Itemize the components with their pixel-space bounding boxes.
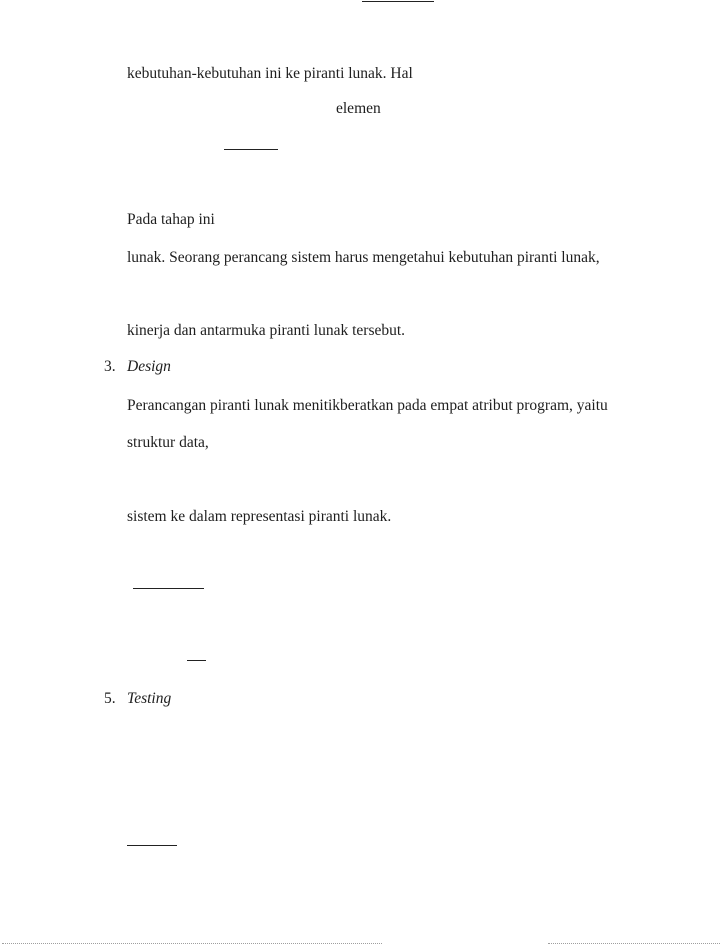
redaction-rule [224, 149, 278, 150]
list-item-number: 3. [104, 358, 116, 375]
paragraph-line: kebutuhan-kebutuhan ini ke piranti lunak. Hal [127, 65, 413, 82]
paragraph-line: struktur data, [127, 434, 209, 451]
redaction-rule [187, 660, 206, 661]
paragraph-line: Perancangan piranti lunak menitikberatkan pada empat atribut program, yaitu [127, 397, 608, 414]
paragraph-line: Pada tahap ini [127, 211, 215, 228]
scan-artifact-line [2, 943, 382, 945]
redaction-rule [127, 845, 177, 846]
paragraph-line: kinerja dan antarmuka piranti lunak tersebut. [127, 322, 406, 339]
list-item-title: Testing [127, 690, 172, 707]
list-item-title: Design [127, 358, 171, 375]
redaction-rule [362, 1, 434, 2]
paragraph-line: lunak. Seorang perancang sistem harus mengetahui kebutuhan piranti lunak, [127, 249, 600, 266]
paragraph-line: sistem ke dalam representasi piranti lunak. [127, 508, 392, 525]
scan-artifact-line [548, 943, 720, 945]
redaction-rule [133, 588, 204, 589]
paragraph-line: elemen [336, 100, 381, 117]
list-item-number: 5. [104, 690, 116, 707]
